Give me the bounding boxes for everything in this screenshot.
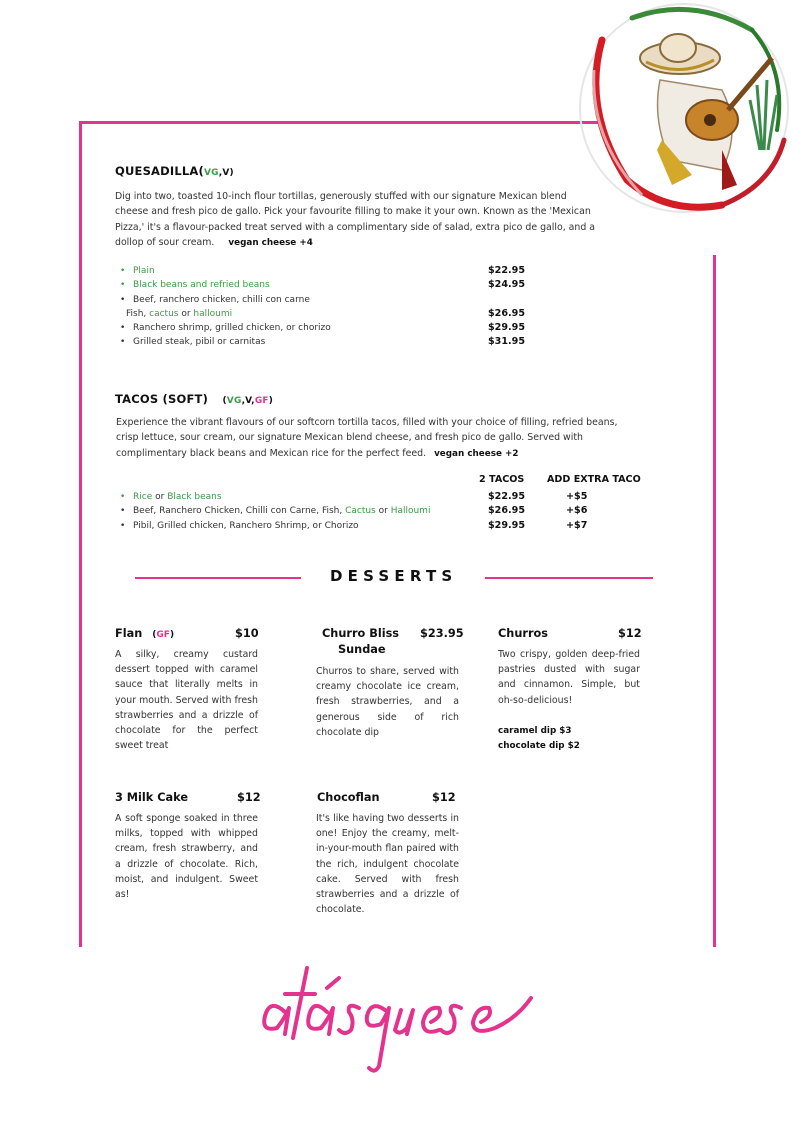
extra-price: +$5 bbox=[566, 491, 588, 502]
quesadilla-desc-line: dollop of sour cream. bbox=[115, 236, 215, 248]
list-item bbox=[116, 293, 476, 307]
churros-extras bbox=[498, 724, 580, 753]
vegetarian-tag: ,V, bbox=[241, 396, 255, 406]
filling-label: Fish, bbox=[126, 308, 150, 319]
price bbox=[488, 293, 525, 307]
list-item bbox=[116, 278, 476, 292]
tacos-desc-line: complimentary black beans and Mexican rice for the perfect feed. bbox=[116, 447, 427, 459]
price: $22.95 bbox=[488, 491, 526, 502]
tacos-extra-price-column bbox=[566, 490, 587, 533]
tacos-vegan-cheese-extra: vegan cheese +2 bbox=[434, 448, 519, 459]
frame-left-border bbox=[79, 121, 82, 947]
price: $29.95 bbox=[488, 322, 526, 334]
price: $24.95 bbox=[488, 279, 526, 291]
quesadilla-vegan-cheese-extra: vegan cheese +4 bbox=[228, 237, 313, 248]
tacos-desc-line: crisp lettuce, sour cream, our signature Mexican blend cheese, and fresh pico de gallo. Served with bbox=[116, 432, 583, 444]
price: $31.95 bbox=[488, 336, 526, 348]
price: $22.95 bbox=[488, 265, 526, 276]
price: $26.95 bbox=[488, 505, 526, 517]
filling-label: Black beans and refried beans bbox=[133, 280, 270, 291]
tag-bracket: ( bbox=[152, 630, 157, 640]
price: $29.95 bbox=[488, 519, 526, 531]
filling-label: or bbox=[375, 506, 391, 517]
two-tacos-column-header: 2 TACOS bbox=[479, 474, 525, 485]
flan-price: $10 bbox=[235, 627, 259, 640]
tag-bracket: ) bbox=[169, 630, 175, 640]
vegan-tag: VG bbox=[226, 396, 242, 406]
filling-label: or bbox=[178, 308, 194, 319]
list-item bbox=[116, 321, 476, 335]
tag-bracket: ) bbox=[268, 396, 274, 406]
list-item bbox=[116, 504, 476, 518]
filling-label: Ranchero shrimp, grilled chicken, or chorizo bbox=[133, 323, 331, 334]
tag-bracket: ( bbox=[222, 396, 227, 406]
atasquese-signature-logo bbox=[255, 948, 545, 1078]
filling-label: Halloumi bbox=[390, 506, 431, 517]
extra-price: +$7 bbox=[566, 519, 588, 531]
extra-price: +$6 bbox=[566, 505, 588, 517]
desserts-divider-left bbox=[135, 577, 301, 579]
quesadilla-desc-line: Dig into two, toasted 10-inch flour tortillas, generously stuffed with our signature Mexican blend bbox=[115, 191, 567, 202]
churros-price: $12 bbox=[618, 627, 642, 640]
tacos-price-column bbox=[488, 490, 525, 533]
quesadilla-price-column bbox=[488, 264, 525, 350]
flan-description: A silky, creamy custard dessert topped with caramel sauce that literally melts in your mouth. Served with fresh strawberries and a drizzle of chocolate for the perfect sweet treat bbox=[115, 649, 258, 752]
filling-label: Beef, ranchero chicken, chilli con carne bbox=[133, 294, 310, 305]
tacos-description bbox=[116, 415, 636, 462]
mariachi-logo-image bbox=[572, 0, 794, 218]
churros-name: Churros bbox=[498, 627, 549, 640]
filling-label: Plain bbox=[133, 266, 155, 276]
quesadilla-description bbox=[115, 189, 615, 251]
filling-label: Grilled steak, pibil or carnitas bbox=[133, 337, 266, 348]
tacos-desc-line: Experience the vibrant flavours of our softcorn tortilla tacos, filled with your choice of filling, refried beans, bbox=[116, 417, 618, 428]
filling-label: Black beans bbox=[167, 492, 222, 502]
list-item bbox=[116, 335, 476, 349]
tacos-heading bbox=[115, 392, 273, 406]
gluten-free-tag: GF bbox=[254, 396, 269, 406]
filling-label: or bbox=[152, 492, 168, 502]
chocoflan-price: $12 bbox=[432, 791, 456, 804]
chocoflan-name: Chocoflan bbox=[317, 791, 380, 804]
list-item bbox=[116, 307, 476, 321]
vegan-tag: VG bbox=[204, 168, 219, 178]
filling-label: Pibil, Grilled chicken, Ranchero Shrimp, or Chorizo bbox=[133, 520, 359, 531]
milk-cake-description: A soft sponge soaked in three milks, topped with whipped cream, fresh strawberry, and a drizzle of chocolate. Rich, moist, and indulgent. Sweet as! bbox=[115, 813, 258, 901]
price: $26.95 bbox=[488, 307, 526, 319]
milk-cake-name: 3 Milk Cake bbox=[115, 791, 189, 804]
list-item bbox=[116, 519, 476, 533]
churro-bliss-name: Sundae bbox=[338, 643, 386, 656]
desserts-heading: DESSERTS bbox=[330, 567, 458, 585]
filling-label: Rice bbox=[133, 492, 153, 502]
quesadilla-desc-line: Pizza,' it's a flavour-packed treat served with a complimentary side of salad, extra pico de gallo, and a bbox=[115, 221, 596, 233]
quesadilla-desc-line: cheese and fresh pico de gallo. Pick your favourite filling to make it your own. Known as the 'Mexican bbox=[115, 206, 591, 218]
frame-right-border bbox=[713, 255, 716, 947]
milk-cake-price: $12 bbox=[237, 791, 261, 804]
filling-label: halloumi bbox=[193, 308, 233, 319]
chocolate-dip-extra: chocolate dip $2 bbox=[498, 740, 580, 751]
frame-top-border bbox=[79, 121, 599, 124]
caramel-dip-extra: caramel dip $3 bbox=[498, 726, 572, 736]
filling-label: Cactus bbox=[345, 506, 376, 517]
quesadilla-title: QUESADILLA( bbox=[115, 164, 204, 178]
vegetarian-tag: ,V) bbox=[218, 168, 234, 178]
churro-bliss-price: $23.95 bbox=[420, 627, 464, 640]
flan-name: Flan bbox=[115, 627, 143, 640]
quesadilla-heading bbox=[115, 164, 234, 178]
list-item bbox=[116, 264, 476, 278]
tacos-filling-list bbox=[116, 490, 476, 533]
gluten-free-tag: GF bbox=[156, 630, 170, 640]
extra-taco-column-header: ADD EXTRA TACO bbox=[547, 474, 641, 485]
list-item bbox=[116, 490, 476, 504]
churro-bliss-name: Churro Bliss bbox=[322, 627, 400, 640]
tacos-title: TACOS (SOFT) bbox=[115, 392, 209, 406]
churro-bliss-title bbox=[322, 626, 399, 658]
filling-label: cactus bbox=[149, 308, 179, 319]
desserts-divider-right bbox=[485, 577, 653, 579]
filling-label: Beef, Ranchero Chicken, Chilli con Carne, Fish, bbox=[133, 506, 346, 517]
churros-description: Two crispy, golden deep-fried pastries dusted with sugar and cinnamon. Simple, but oh-so-delicious! bbox=[498, 649, 640, 706]
churro-bliss-description: Churros to share, served with creamy chocolate ice cream, fresh strawberries, and a generous side of rich chocolate dip bbox=[316, 666, 459, 738]
chocoflan-description: It's like having two desserts in one! Enjoy the creamy, melt-in-your-mouth flan paired with the rich, indulgent chocolate cake. Served with fresh strawberries and a drizzle of chocolate. bbox=[316, 813, 459, 916]
quesadilla-filling-list bbox=[116, 264, 476, 350]
flan-title bbox=[115, 626, 174, 643]
